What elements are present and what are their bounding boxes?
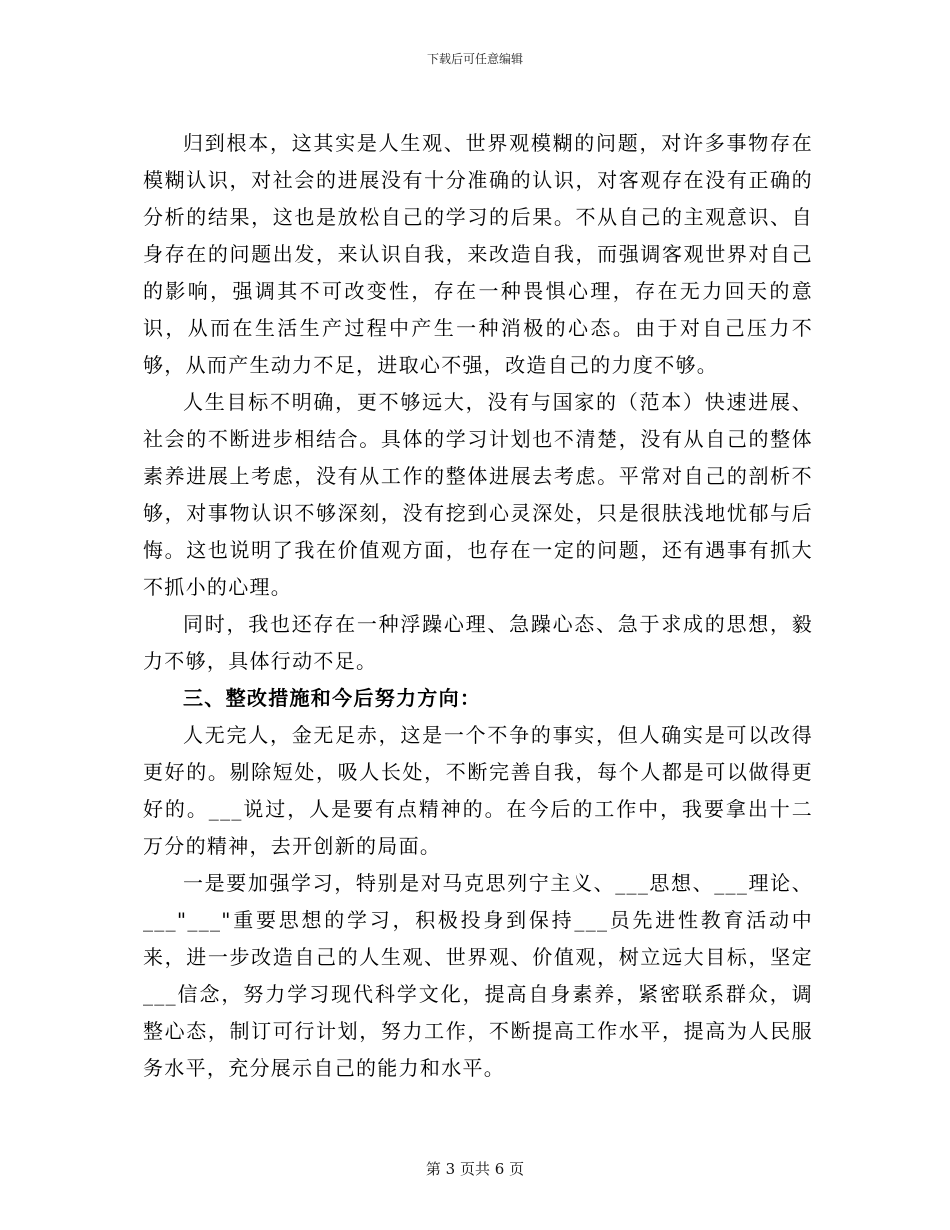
paragraph-life-goals: 人生目标不明确，更不够远大，没有与国家的（范本）快速进展、社会的不断进步相结合。具体的学习计划也不清楚，没有从自己的整体素养进展上考虑，没有从工作的整体进展去考虑。平常对自己的剖析不够，对事物认识不够深刻，没有挖到心灵深处，只是很肤浅地忧郁与后悔。这也说明了我在价值观方面，也存在一定的问题，还有遇事有抓大不抓小的心理。 [143,390,813,599]
page-header: 下载后可任意编辑 [426,52,523,66]
section-heading: 三、整改措施和今后努力方向： [183,686,482,710]
paragraph-impatience: 同时，我也还存在一种浮躁心理、急躁心态、急于求成的思想，毅力不够，具体行动不足。 [143,612,813,673]
paragraph-improvement: 人无完人，金无足赤，这是一个不争的事实，但人确实是可以改得更好的。剔除短处，吸人长处，不断完善自我，每个人都是可以做得更好的。___说过，人是要有点精神的。在今后的工作中，我要拿出十二万分的精神，去开创新的局面。 [143,723,813,858]
page-number: 第 3 页共 6 页 [425,1160,525,1178]
paragraph-study-plan: 一是要加强学习，特别是对马克思列宁主义、___思想、___理论、___"___"重要思想的学习，积极投身到保持___员先进性教育活动中来，进一步改造自己的人生观、世界观、价值观，树立远大目标，坚定___信念，努力学习现代科学文化，提高自身素养，紧密联系群众，调整心态，制订可行计划，努力工作，不断提高工作水平，提高为人民服务水平，充分展示自己的能力和水平。 [143,871,813,1080]
paragraph-root-cause: 归到根本，这其实是人生观、世界观模糊的问题，对许多事物存在模糊认识，对社会的进展没有十分准确的认识，对客观存在没有正确的分析的结果，这也是放松自己的学习的后果。不从自己的主观意识、自身存在的问题出发，来认识自我，来改造自我，而强调客观世界对自己的影响，强调其不可改变性，存在一种畏惧心理，存在无力回天的意识，从而在生活生产过程中产生一种消极的心态。由于对自己压力不够，从而产生动力不足，进取心不强，改造自己的力度不够。 [143,131,813,377]
document-body [143,125,813,1087]
